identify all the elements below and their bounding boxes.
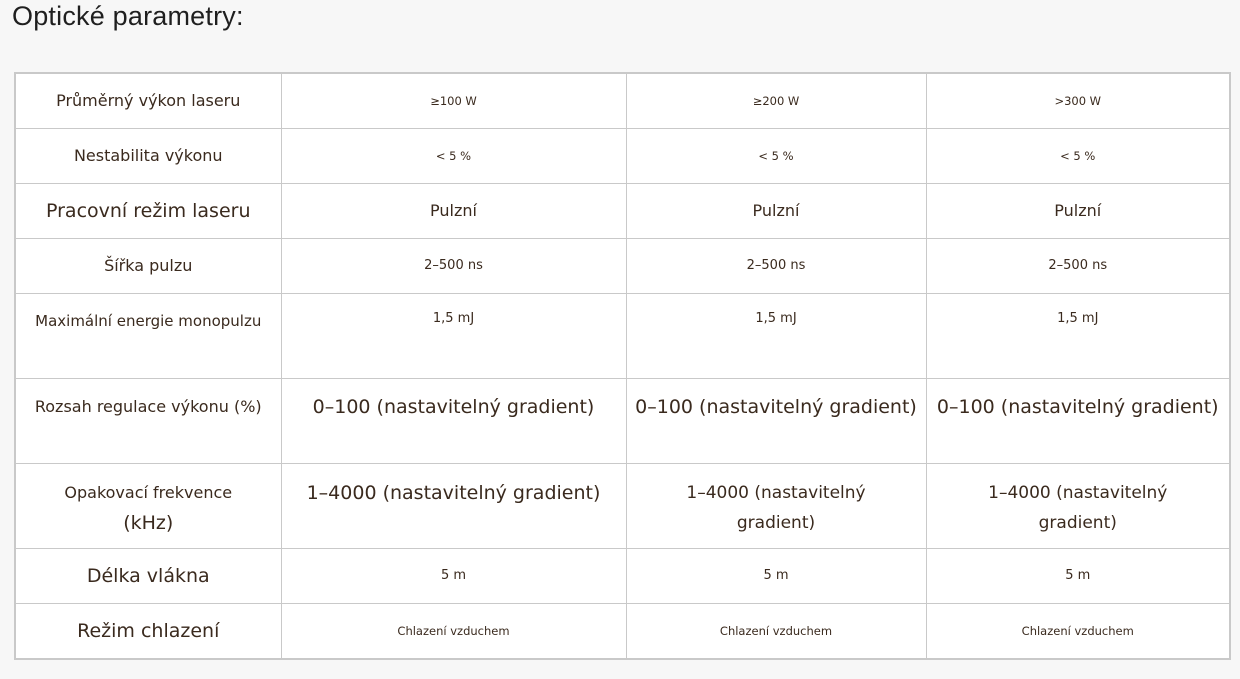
table-cell: 1,5 mJ xyxy=(626,293,926,378)
row-label: Pracovní režim laseru xyxy=(15,183,281,238)
row-label: Rozsah regulace výkonu (%) xyxy=(15,378,281,463)
table-row xyxy=(15,73,1230,128)
row-label: Režim chlazení xyxy=(15,603,281,659)
table-cell: < 5 % xyxy=(281,128,626,183)
cell-line: 1–4000 (nastavitelný xyxy=(988,482,1168,503)
cell-line: gradient) xyxy=(1038,512,1117,533)
table-cell: ≥200 W xyxy=(626,73,926,128)
table-cell: Pulzní xyxy=(926,183,1230,238)
row-label: Maximální energie monopulzu xyxy=(15,293,281,378)
table-cell: Chlazení vzduchem xyxy=(926,603,1230,659)
table-cell: < 5 % xyxy=(926,128,1230,183)
row-label: Délka vlákna xyxy=(15,548,281,603)
row-label xyxy=(15,463,281,548)
row-label: Průměrný výkon laseru xyxy=(15,73,281,128)
table-cell: 2–500 ns xyxy=(626,238,926,293)
row-label: Nestabilita výkonu xyxy=(15,128,281,183)
table-row xyxy=(15,128,1230,183)
table-cell: Pulzní xyxy=(281,183,626,238)
row-label-line: Opakovací frekvence xyxy=(64,482,233,502)
table-cell: 1–4000 (nastavitelný gradient) xyxy=(281,463,626,548)
table-cell: 5 m xyxy=(626,548,926,603)
table-cell xyxy=(626,463,926,548)
table-cell: 1,5 mJ xyxy=(926,293,1230,378)
table-cell: Chlazení vzduchem xyxy=(281,603,626,659)
optical-parameters-table xyxy=(14,72,1231,660)
table-cell: 5 m xyxy=(926,548,1230,603)
table-cell xyxy=(926,463,1230,548)
table-row xyxy=(15,378,1230,463)
table-cell: 0–100 (nastavitelný gradient) xyxy=(626,378,926,463)
table-row xyxy=(15,238,1230,293)
table-cell: >300 W xyxy=(926,73,1230,128)
table-row xyxy=(15,183,1230,238)
table-row xyxy=(15,293,1230,378)
table-cell: 0–100 (nastavitelný gradient) xyxy=(926,378,1230,463)
table-cell: ≥100 W xyxy=(281,73,626,128)
table-cell: < 5 % xyxy=(626,128,926,183)
table-cell: 5 m xyxy=(281,548,626,603)
cell-line: 1–4000 (nastavitelný xyxy=(686,482,866,503)
table-row xyxy=(15,548,1230,603)
table-row xyxy=(15,463,1230,548)
table-cell: Chlazení vzduchem xyxy=(626,603,926,659)
row-label: Šířka pulzu xyxy=(15,238,281,293)
page-title: Optické parametry: xyxy=(12,1,244,31)
table-cell: 2–500 ns xyxy=(281,238,626,293)
table-cell: 0–100 (nastavitelný gradient) xyxy=(281,378,626,463)
table-cell: Pulzní xyxy=(626,183,926,238)
row-label-line: (kHz) xyxy=(123,511,174,534)
table-cell: 2–500 ns xyxy=(926,238,1230,293)
table-row xyxy=(15,603,1230,659)
cell-line: gradient) xyxy=(736,512,816,533)
table-cell: 1,5 mJ xyxy=(281,293,626,378)
